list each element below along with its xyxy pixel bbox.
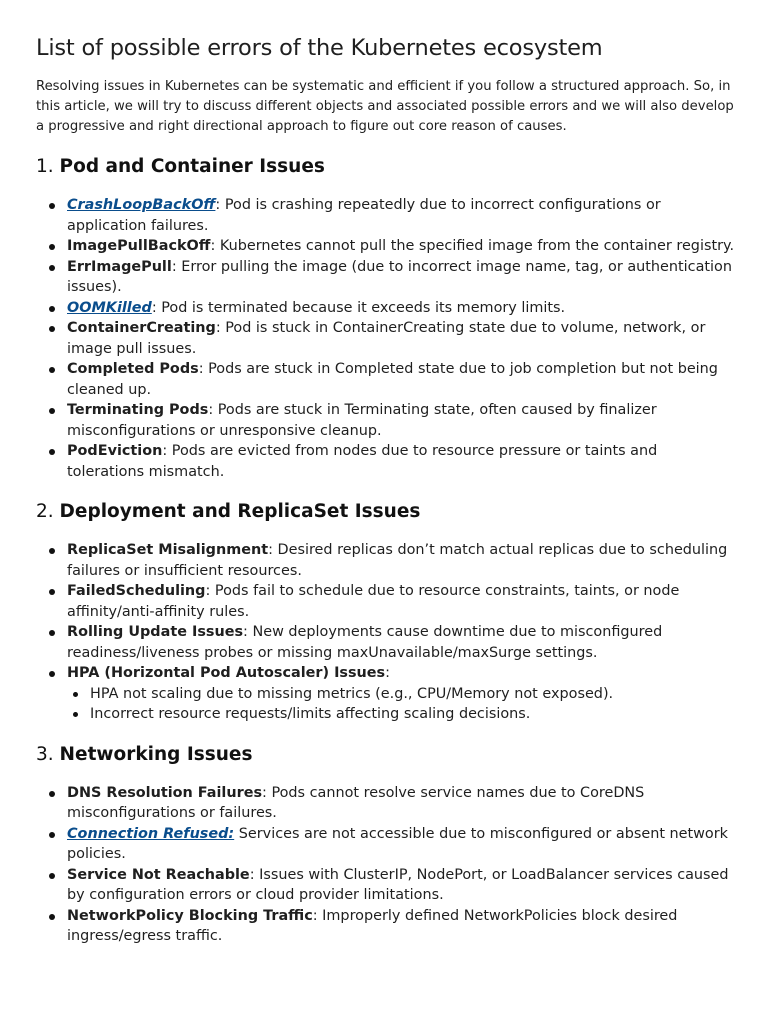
- list-item: [67, 318, 737, 359]
- intro-paragraph: Resolving issues in Kubernetes can be systematic and efficient if you follow a structured approach. So, in this article, we will try to discuss different objects and associated possible errors and we will also develop a progressive and right directional approach to figure out core reason of causes.: [36, 79, 734, 134]
- item-description: : Pod is stuck in ContainerCreating state due to volume, network, or image pull issues.: [67, 320, 706, 357]
- item-description: : New deployments cause downtime due to misconfigured readiness/liveness probes or missing maxUnavailable/maxSurge settings.: [67, 624, 663, 661]
- item-term: NetworkPolicy Blocking Traffic: [67, 907, 313, 924]
- list-item: [67, 236, 737, 257]
- crashloopbackoff-link[interactable]: CrashLoopBackOff: [67, 197, 216, 213]
- section-heading-deployment-replicaset: [36, 498, 768, 526]
- sub-list-item: HPA not scaling due to missing metrics (e.g., CPU/Memory not exposed).: [90, 684, 737, 705]
- item-term: ErrImagePull: [67, 258, 172, 275]
- item-description: : Desired replicas don’t match actual replicas due to scheduling failures or insufficient resources.: [67, 542, 728, 579]
- page-title: List of possible errors of the Kubernetes ecosystem: [36, 35, 603, 61]
- item-description: :: [385, 665, 390, 681]
- item-term: ContainerCreating: [67, 320, 216, 336]
- item-description: Services are not accessible due to misconfigured or absent network policies.: [67, 825, 728, 862]
- item-term: Rolling Update Issues: [67, 624, 244, 640]
- list-item: [67, 622, 737, 663]
- item-description: : Pods cannot resolve service names due to CoreDNS misconfigurations or failures.: [67, 784, 645, 821]
- item-description: : Improperly defined NetworkPolicies block desired ingress/egress traffic.: [67, 907, 678, 944]
- list-item: [67, 906, 737, 947]
- section-title: Pod and Container Issues: [59, 156, 325, 177]
- list-item: [67, 400, 737, 441]
- item-term: Completed Pods: [67, 361, 199, 377]
- list-item: [67, 663, 737, 725]
- item-description: : Pods are evicted from nodes due to resource pressure or taints and tolerations mismatch.: [67, 443, 658, 480]
- list-item: [67, 195, 737, 236]
- list-item: [67, 298, 737, 319]
- list-item: [67, 824, 737, 865]
- item-description: : Pods are stuck in Completed state due to job completion but not being cleaned up.: [67, 361, 718, 398]
- list-item: [67, 257, 737, 298]
- list-item: [67, 441, 737, 482]
- item-description: : Error pulling the image (due to incorrect image name, tag, or authentication issues).: [67, 258, 732, 295]
- item-term: FailedScheduling: [67, 583, 206, 599]
- list-item: [67, 540, 737, 581]
- section-title: Networking Issues: [59, 743, 253, 765]
- item-term: HPA (Horizontal Pod Autoscaler) Issues: [67, 665, 386, 681]
- item-term: ImagePullBackOff: [67, 238, 211, 254]
- item-description: : Pod is terminated because it exceeds its memory limits.: [151, 299, 566, 316]
- section-title: Deployment and ReplicaSet Issues: [59, 501, 421, 522]
- oomkilled-link[interactable]: OOMKilled: [67, 299, 152, 316]
- hpa-sub-list: [67, 684, 737, 725]
- section-heading-pod-container: [36, 153, 768, 181]
- item-description: : Pod is crashing repeatedly due to incorrect configurations or application failures.: [67, 197, 661, 234]
- section-number: 3.: [36, 743, 54, 765]
- section-number: 2.: [36, 501, 54, 522]
- networking-issues-list: [36, 783, 737, 947]
- connection-refused-link[interactable]: Connection Refused:: [67, 825, 235, 842]
- item-description: : Issues with ClusterIP, NodePort, or LoadBalancer services caused by configuration errors or cloud provider limitations.: [67, 866, 729, 903]
- item-description: : Pods are stuck in Terminating state, often caused by finalizer misconfigurations or unresponsive cleanup.: [67, 402, 657, 439]
- item-term: PodEviction: [67, 443, 163, 459]
- item-term: DNS Resolution Failures: [67, 784, 263, 801]
- item-term: ReplicaSet Misalignment: [67, 542, 269, 558]
- sub-list-item: Incorrect resource requests/limits affecting scaling decisions.: [90, 704, 737, 725]
- list-item: [67, 359, 737, 400]
- list-item: [67, 783, 737, 824]
- item-description: : Pods fail to schedule due to resource constraints, taints, or node affinity/anti-affinity rules.: [67, 583, 680, 620]
- deployment-issues-list: [36, 540, 737, 725]
- section-number: 1.: [36, 156, 54, 177]
- pod-container-issues-list: [36, 195, 737, 482]
- item-description: : Kubernetes cannot pull the specified image from the container registry.: [210, 238, 735, 254]
- list-item: [67, 865, 737, 906]
- item-term: Terminating Pods: [67, 402, 209, 418]
- list-item: [67, 581, 737, 622]
- section-heading-networking: [36, 741, 768, 769]
- item-term: Service Not Reachable: [67, 866, 250, 883]
